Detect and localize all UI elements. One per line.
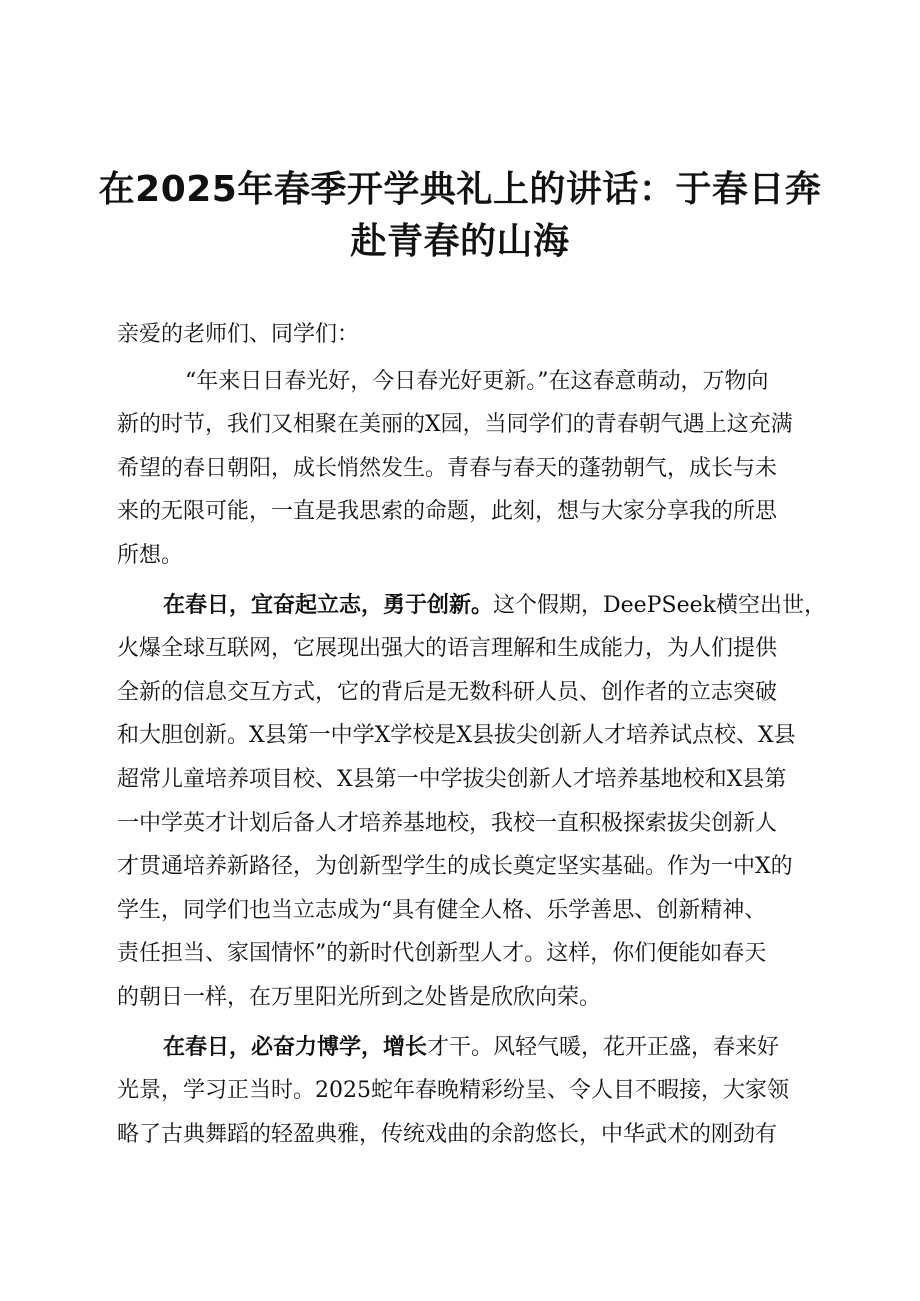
paragraph-3-line: 光景，学习正当时。2025蛇年春晚精彩纷呈、令人目不暇接，大家领	[117, 1078, 789, 1104]
paragraph-2-line: 责任担当、家国情怀”的新时代创新型人才。这样，你们便能如春天	[117, 941, 767, 967]
document-title	[60, 164, 860, 268]
paragraph-2-line: 才贯通培养新路径，为创新型学生的成长奠定坚实基础。作为一中X的	[117, 854, 793, 880]
paragraph-2-heading: 在春日，宜奋起立志，勇于创新。	[163, 591, 494, 618]
paragraph-2-line: 火爆全球互联网，它展现出强大的语言理解和生成能力，为人们提供	[117, 636, 778, 662]
paragraph-2-line: 的朝日一样，在万里阳光所到之处皆是欣欣向荣。	[117, 984, 602, 1010]
paragraph-3	[117, 1026, 817, 1157]
paragraph-1-line: 希望的春日朝阳，成长悄然发生。青春与春天的蓬勃朝气，成长与未	[117, 455, 778, 481]
paragraph-2-line: 学生，同学们也当立志成为“具有健全人格、乐学善思、创新精神、	[117, 897, 767, 923]
paragraph-1-line: 所想。	[117, 542, 184, 568]
paragraph-1-line: “年来日日春光好，今日春光好更新。”在这春意萌动，万物向	[185, 368, 769, 394]
paragraph-3-heading: 在春日，必奋力博学，增长	[163, 1033, 428, 1060]
paragraph-2-line: 全新的信息交互方式，它的背后是无数科研人员、创作者的立志突破	[117, 679, 778, 705]
paragraph-2-line: 和大胆创新。X县第一中学X学校是X县拔尖创新人才培养试点校、X县	[117, 723, 796, 749]
paragraph-1	[117, 360, 817, 578]
paragraph-2-line: 一中学英才计划后备人才培养基地校，我校一直积极探索拔尖创新人	[117, 810, 778, 836]
paragraph-2-first-line	[117, 584, 826, 628]
document-body	[117, 313, 826, 1156]
paragraph-2-line: 超常儿童培养项目校、X县第一中学拔尖创新人才培养基地校和X县第	[117, 766, 787, 792]
paragraph-2	[117, 584, 826, 1020]
paragraph-3-line: 略了古典舞蹈的轻盈典雅，传统戏曲的余韵悠长，中华武术的刚劲有	[117, 1121, 778, 1147]
title-line-2: 赴青春的山海	[350, 221, 570, 262]
paragraph-3-first-line	[117, 1026, 817, 1070]
paragraph-2-first-rest: 这个假期，DeePSeek横空出世，	[493, 592, 826, 618]
salutation: 亲爱的老师们、同学们：	[117, 322, 360, 347]
title-line-1: 在2025年春季开学典礼上的讲话：于春日奔	[98, 169, 822, 210]
paragraph-3-first-rest: 才干。风轻气暖，花开正盛，春来好	[427, 1034, 780, 1060]
paragraph-1-line: 来的无限可能，一直是我思索的命题，此刻，想与大家分享我的所思	[117, 499, 778, 525]
paragraph-1-line: 新的时节，我们又相聚在美丽的X园，当同学们的青春朝气遇上这充满	[117, 412, 793, 438]
